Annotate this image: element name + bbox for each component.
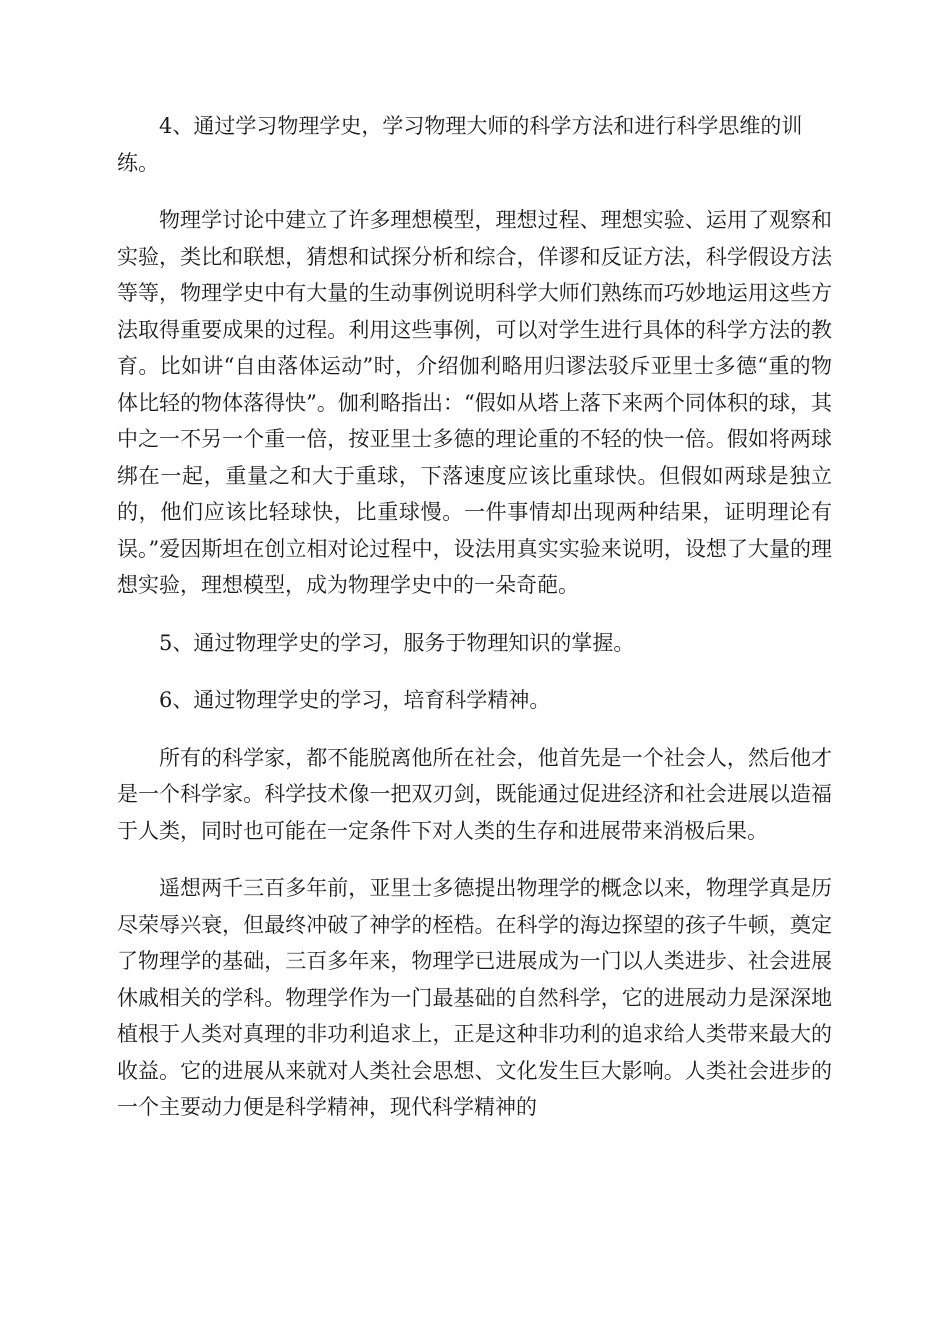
section-heading-5: 5、通过物理学史的学习，服务于物理知识的掌握。 [159,630,635,655]
section-heading-6: 6、通过物理学史的学习，培育科学精神。 [159,688,551,712]
section-heading-4: 4、通过学习物理学史，学习物理大师的科学方法和进行科学思维的训练。 [117,114,803,175]
paragraph-scientists-society: 所有的科学家，都不能脱离他所在社会，他首先是一个社会人，然后他才是一个科学家。科学技术像一把双刃剑，既能通过促进经济和社会进展以造福于人类，同时也可能在一定条件下对人类的生存和进展带来消极后果。 [117,745,832,843]
paragraph-scientific-methods: 物理学讨论中建立了许多理想模型，理想过程、理想实验、运用了观察和实验，类比和联想，猜想和试探分析和综合，佯谬和反证方法，科学假设方法等等，物理学史中有大量的生动事例说明科学大师们熟练而巧妙地运用这些方法取得重要成果的过程。利用这些事例，可以对学生进行具体的科学方法的教育。比如讲“自由落体运动”时，介绍伽利略用归谬法驳斥亚里士多德“重的物体比轻的物体落得快”。伽利略指出：“假如从塔上落下来两个同体积的球，其中之一不另一个重一倍，按亚里士多德的理论重的不轻的快一倍。假如将两球绑在一起，重量之和大于重球，下落速度应该比重球快。但假如两球是独立的，他们应该比轻球快，比重球慢。一件事情却出现两种结果，证明理论有误。”爱因斯坦在创立相对论过程中，设法用真实实验来说明，设想了大量的理想实验，理想模型，成为物理学史中的一朵奇葩。 [117,208,832,597]
document-page [117,108,832,1147]
paragraph-history-of-physics: 遥想两千三百多年前，亚里士多德提出物理学的概念以来，物理学真是历尽荣辱兴衰，但最终冲破了神学的桎梏。在科学的海边探望的孩子牛顿，奠定了物理学的基础，三百多年来，物理学已进展成为一门以人类进步、社会进展休戚相关的学科。物理学作为一门最基础的自然科学，它的进展动力是深深地植根于人类对真理的非功利追求上，正是这种非功利的追求给人类带来最大的收益。它的进展从来就对人类社会思想、文化发生巨大影响。人类社会进步的一个主要动力便是科学精神，现代科学精神的 [117,876,832,1119]
